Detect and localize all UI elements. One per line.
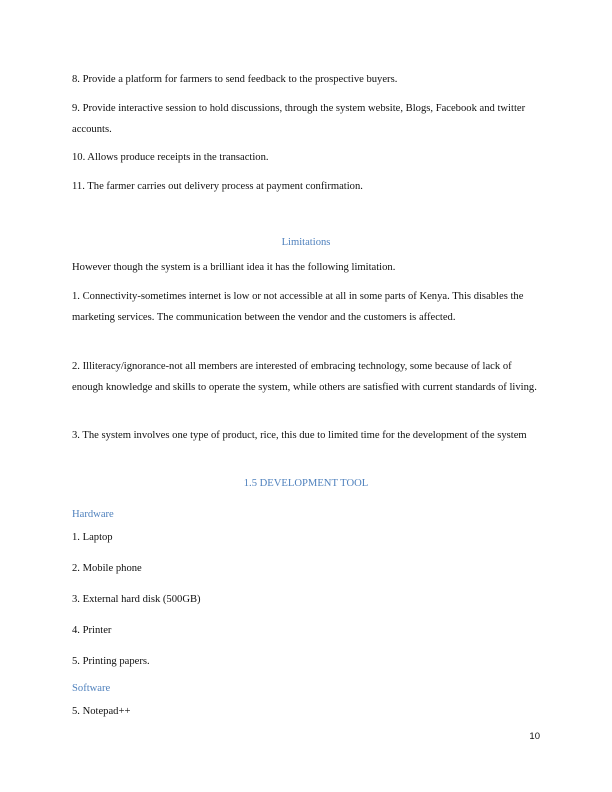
list-item: 11. The farmer carries out delivery process at payment confirmation.	[72, 181, 363, 192]
hardware-item: 3. External hard disk (500GB)	[72, 594, 201, 605]
list-item: 3. The system involves one type of product, rice, this due to limited time for the development of the system	[72, 430, 527, 441]
list-item: 10. Allows produce receipts in the transaction.	[72, 152, 269, 163]
list-item: 9. Provide interactive session to hold discussions, through the system website, Blogs, Facebook and twitter accounts.	[72, 103, 526, 135]
limitations-intro: However though the system is a brilliant idea it has the following limitation.	[72, 262, 396, 273]
hardware-item: 1. Laptop	[72, 532, 113, 543]
development-tool-heading: 1.5 DEVELOPMENT TOOL	[243, 478, 369, 489]
limitations-heading: Limitations	[281, 237, 331, 248]
hardware-item: 5. Printing papers.	[72, 656, 150, 667]
hardware-item: 2. Mobile phone	[72, 563, 142, 574]
page-number: 10	[529, 731, 540, 742]
list-item: 8. Provide a platform for farmers to send feedback to the prospective buyers.	[72, 74, 398, 85]
hardware-subheading: Hardware	[72, 509, 114, 520]
list-item: 1. Connectivity-sometimes internet is low or not accessible at all in some parts of Kenya. This disables the marketing services. The communication between the vendor and the customers is affected.	[72, 291, 524, 323]
software-item: 5. Notepad++	[72, 706, 131, 717]
software-subheading: Software	[72, 683, 111, 694]
list-item: 2. Illiteracy/ignorance-not all members are interested of embracing technology, some because of lack of enough knowledge and skills to operate the system, while others are satisfied with current standards of living.	[72, 361, 537, 393]
hardware-item: 4. Printer	[72, 625, 112, 636]
